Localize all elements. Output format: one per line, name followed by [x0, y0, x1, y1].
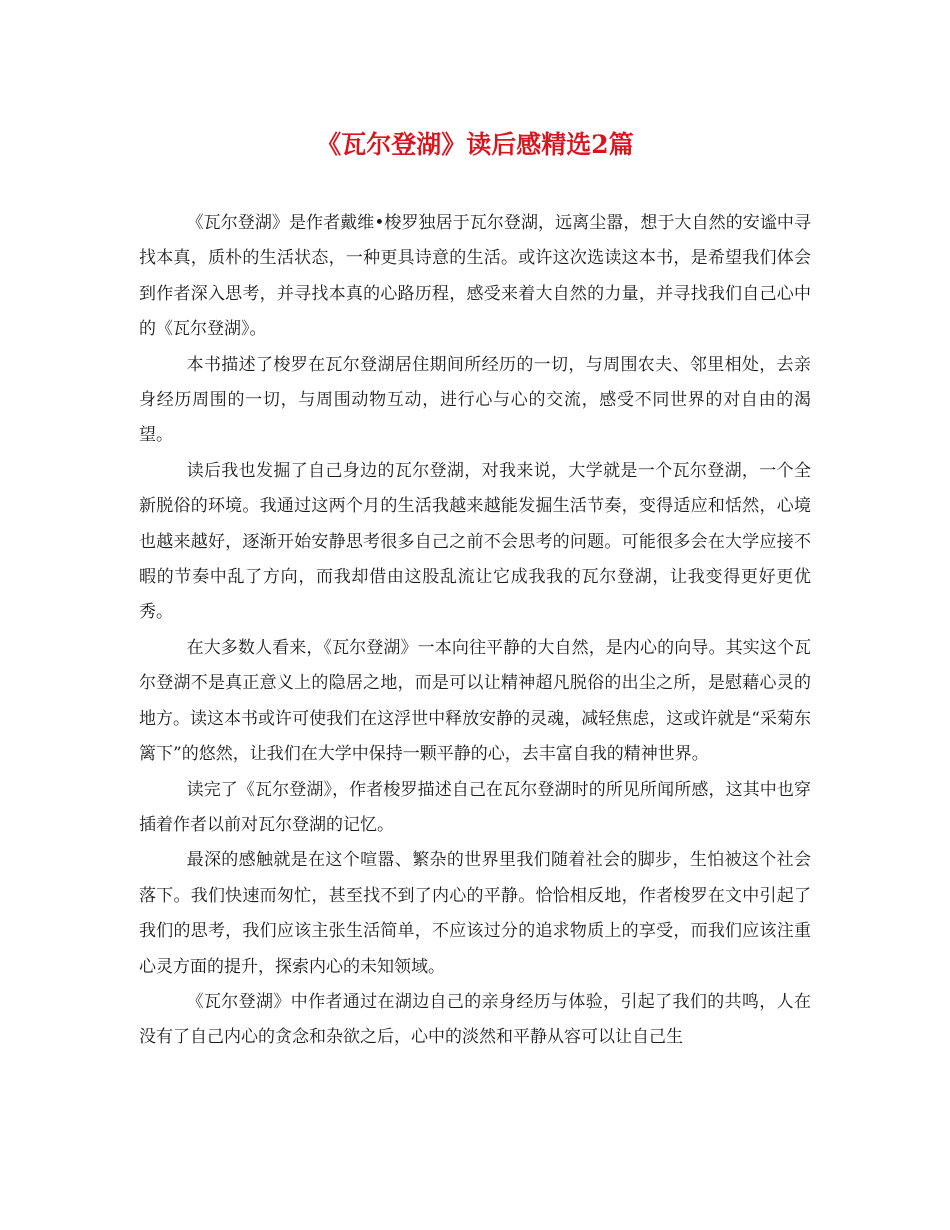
- paragraph-4: 在大多数人看来，《瓦尔登湖》一本向往平静的大自然，是内心的向导。其实这个瓦尔登湖不是真正意义上的隐居之地，而是可以让精神超凡脱俗的出尘之所，是慰藉心灵的地方。读这本书或许可使我们在这浮世中释放安静的灵魂，减轻焦虑，这或许就是“采菊东篱下”的悠然，让我们在大学中保持一颗平静的心，去丰富自我的精神世界。: [139, 637, 811, 765]
- paragraph-6: 最深的感触就是在这个喧嚣、繁杂的世界里我们随着社会的脚步，生怕被这个社会落下。我们快速而匆忙，甚至找不到了内心的平静。恰恰相反地，作者梭罗在文中引起了我们的思考，我们应该主张生活简单，不应该过分的追求物质上的享受，而我们应该注重心灵方面的提升，探索内心的未知领域。: [139, 850, 811, 977]
- document-body: [139, 206, 811, 1056]
- paragraph-3: 读后我也发掘了自己身边的瓦尔登湖，对我来说，大学就是一个瓦尔登湖，一个全新脱俗的环境。我通过这两个月的生活我越来越能发掘生活节奏，变得适应和恬然，心境也越来越好，逐渐开始安静思考很多自己之前不会思考的问题。可能很多会在大学应接不暇的节奏中乱了方向，而我却借由这股乱流让它成我我的瓦尔登湖，让我变得更好更优秀。: [139, 460, 811, 623]
- document-title: 《瓦尔登湖》读后感精选2篇: [316, 130, 634, 159]
- paragraph-2: 本书描述了梭罗在瓦尔登湖居住期间所经历的一切，与周围农夫、邻里相处，去亲身经历周围的一切，与周围动物互动，进行心与心的交流，感受不同世界的对自由的渴望。: [139, 354, 811, 446]
- paragraph-1: 《瓦尔登湖》是作者戴维•梭罗独居于瓦尔登湖，远离尘嚣，想于大自然的安谧中寻找本真，质朴的生活状态，一种更具诗意的生活。或许这次选读这本书，是希望我们体会到作者深入思考，并寻找本真的心路历程，感受来着大自然的力量，并寻找我们自己心中的《瓦尔登湖》。: [139, 213, 811, 340]
- paragraph-7: 《瓦尔登湖》中作者通过在湖边自己的亲身经历与体验，引起了我们的共鸣，人在没有了自己内心的贪念和杂欲之后，心中的淡然和平静从容可以让自己生: [139, 991, 811, 1048]
- paragraph-5: 读完了《瓦尔登湖》，作者梭罗描述自己在瓦尔登湖时的所见所闻所感，这其中也穿插着作者以前对瓦尔登湖的记忆。: [139, 779, 811, 835]
